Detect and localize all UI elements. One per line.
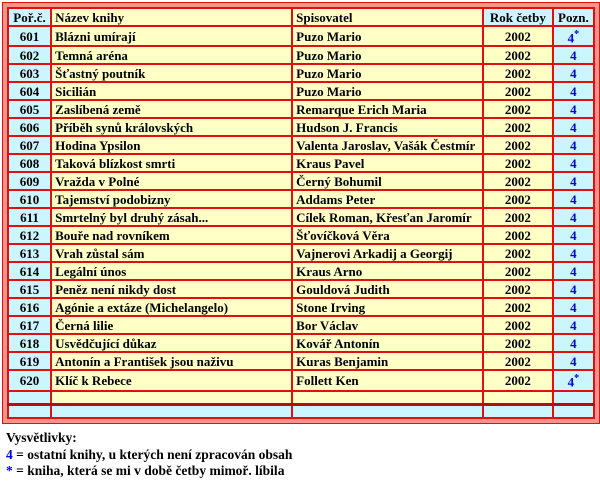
table-row: [8, 244, 594, 262]
cell-year: 2002: [483, 334, 553, 352]
cell-author: Kovář Antonín: [292, 334, 483, 352]
table-row: [8, 46, 594, 64]
cell-note: 4: [553, 334, 594, 352]
cell-title: Sicilián: [51, 82, 292, 100]
legend-text-star: = kniha, která se mi v době četby mimoř. líbila: [16, 463, 285, 478]
cell-note-empty: [553, 404, 594, 418]
cell-num: 611: [8, 208, 51, 226]
cell-author: Cílek Roman, Křesťan Jaromír: [292, 208, 483, 226]
cell-num: 605: [8, 100, 51, 118]
cell-year: 2002: [483, 190, 553, 208]
cell-year: 2002: [483, 244, 553, 262]
table-row: [8, 100, 594, 118]
header-book-title: Název knihy: [51, 8, 292, 26]
cell-title: Vražda v Polné: [51, 172, 292, 190]
cell-note: 4: [553, 118, 594, 136]
cell-note: 4: [553, 190, 594, 208]
cell-note: 4: [553, 100, 594, 118]
table-row: [8, 262, 594, 280]
cell-year: 2002: [483, 136, 553, 154]
cell-title: Blázni umírají: [51, 26, 292, 46]
cell-note: 4: [553, 226, 594, 244]
cell-note: 4: [553, 82, 594, 100]
legend-heading: Vysvětlivky:: [6, 430, 77, 445]
cell-year-empty: [483, 391, 553, 405]
empty-row-yellow: [8, 391, 594, 405]
cell-title: Klíč k Rebece: [51, 370, 292, 390]
cell-num: 612: [8, 226, 51, 244]
cell-year: 2002: [483, 154, 553, 172]
header-order-number: Poř.č.: [8, 8, 51, 26]
table-row: [8, 190, 594, 208]
cell-num: 616: [8, 298, 51, 316]
cell-num: 602: [8, 46, 51, 64]
cell-title-empty: [51, 391, 292, 405]
cell-num: 603: [8, 64, 51, 82]
cell-year: 2002: [483, 298, 553, 316]
cell-title: Smrtelný byl druhý zásah...: [51, 208, 292, 226]
cell-year: 2002: [483, 280, 553, 298]
cell-note: 4: [553, 244, 594, 262]
header-note: Pozn.: [553, 8, 594, 26]
cell-year: 2002: [483, 208, 553, 226]
cell-author: Stone Irving: [292, 298, 483, 316]
cell-num: 608: [8, 154, 51, 172]
cell-title: Příběh synů královských: [51, 118, 292, 136]
table-row: [8, 172, 594, 190]
books-table-frame: [2, 2, 600, 424]
cell-author: Kraus Pavel: [292, 154, 483, 172]
cell-author: Gouldová Judith: [292, 280, 483, 298]
table-row: [8, 280, 594, 298]
table-row: [8, 208, 594, 226]
cell-author: Kraus Arno: [292, 262, 483, 280]
cell-note: 4*: [553, 370, 594, 390]
cell-title-empty: [51, 404, 292, 418]
cell-year-empty: [483, 404, 553, 418]
cell-num: 601: [8, 26, 51, 46]
cell-title: Hodina Ypsilon: [51, 136, 292, 154]
cell-author: Šťovíčková Věra: [292, 226, 483, 244]
cell-year: 2002: [483, 64, 553, 82]
table-row: [8, 64, 594, 82]
cell-num-empty: [8, 391, 51, 405]
cell-title: Tajemství podobizny: [51, 190, 292, 208]
cell-title: Zaslíbená země: [51, 100, 292, 118]
cell-note: 4: [553, 154, 594, 172]
cell-author: Remarque Erich Maria: [292, 100, 483, 118]
legend-symbol-4: 4: [6, 447, 13, 462]
cell-num: 607: [8, 136, 51, 154]
cell-num: 609: [8, 172, 51, 190]
table-row: [8, 334, 594, 352]
cell-num-empty: [8, 404, 51, 418]
legend-item-star: [6, 463, 292, 479]
cell-note: 4: [553, 316, 594, 334]
table-row: [8, 316, 594, 334]
cell-title: Vrah zůstal sám: [51, 244, 292, 262]
cell-num: 618: [8, 334, 51, 352]
cell-title: Legální únos: [51, 262, 292, 280]
header-author: Spisovatel: [292, 8, 483, 26]
cell-title: Temná aréna: [51, 46, 292, 64]
cell-note: 4: [553, 298, 594, 316]
cell-note: 4: [553, 64, 594, 82]
table-row: [8, 26, 594, 46]
table-row: [8, 82, 594, 100]
cell-author: Puzo Mario: [292, 82, 483, 100]
cell-author: Follett Ken: [292, 370, 483, 390]
table-row: [8, 298, 594, 316]
cell-num: 613: [8, 244, 51, 262]
cell-year: 2002: [483, 26, 553, 46]
cell-author: Puzo Mario: [292, 46, 483, 64]
cell-num: 614: [8, 262, 51, 280]
cell-author-empty: [292, 391, 483, 405]
cell-note: 4: [553, 46, 594, 64]
cell-title: Antonín a František jsou naživu: [51, 352, 292, 370]
cell-title: Taková blízkost smrti: [51, 154, 292, 172]
cell-note: 4*: [553, 26, 594, 46]
legend-symbol-star: *: [6, 463, 13, 478]
table-row: [8, 154, 594, 172]
header-row: [8, 8, 594, 26]
cell-title: Peněz není nikdy dost: [51, 280, 292, 298]
cell-num: 606: [8, 118, 51, 136]
cell-author: Vajnerovi Arkadij a Georgij: [292, 244, 483, 262]
cell-author: Valenta Jaroslav, Vašák Čestmír: [292, 136, 483, 154]
cell-author-empty: [292, 404, 483, 418]
cell-note: 4: [553, 172, 594, 190]
cell-num: 610: [8, 190, 51, 208]
cell-author: Bor Václav: [292, 316, 483, 334]
cell-year: 2002: [483, 118, 553, 136]
cell-year: 2002: [483, 262, 553, 280]
header-reading-year: Rok četby: [483, 8, 553, 26]
table-body: [8, 26, 594, 418]
cell-title: Šťastný poutník: [51, 64, 292, 82]
cell-author: Černý Bohumil: [292, 172, 483, 190]
cell-year: 2002: [483, 226, 553, 244]
cell-author: Hudson J. Francis: [292, 118, 483, 136]
cell-num: 619: [8, 352, 51, 370]
legend-text-4: = ostatní knihy, u kterých není zpracován obsah: [16, 447, 293, 462]
cell-year: 2002: [483, 370, 553, 390]
cell-year: 2002: [483, 46, 553, 64]
cell-title: Agónie a extáze (Michelangelo): [51, 298, 292, 316]
table-row: [8, 226, 594, 244]
cell-note: 4: [553, 208, 594, 226]
books-table: [7, 7, 595, 419]
cell-author: Puzo Mario: [292, 26, 483, 46]
cell-note: 4: [553, 280, 594, 298]
table-row: [8, 118, 594, 136]
legend: [6, 430, 292, 479]
cell-num: 617: [8, 316, 51, 334]
table-row: [8, 370, 594, 390]
cell-num: 620: [8, 370, 51, 390]
cell-year: 2002: [483, 316, 553, 334]
cell-author: Kuras Benjamin: [292, 352, 483, 370]
cell-note-empty: [553, 391, 594, 405]
cell-year: 2002: [483, 100, 553, 118]
cell-note: 4: [553, 352, 594, 370]
cell-author: Addams Peter: [292, 190, 483, 208]
cell-year: 2002: [483, 82, 553, 100]
table-row: [8, 352, 594, 370]
cell-title: Usvědčující důkaz: [51, 334, 292, 352]
cell-num: 615: [8, 280, 51, 298]
cell-year: 2002: [483, 172, 553, 190]
table-row: [8, 136, 594, 154]
cell-title: Bouře nad rovníkem: [51, 226, 292, 244]
cell-note: 4: [553, 136, 594, 154]
cell-note: 4: [553, 262, 594, 280]
cell-title: Černá lilie: [51, 316, 292, 334]
empty-row-blue: [8, 404, 594, 418]
legend-item-4: [6, 447, 292, 463]
cell-year: 2002: [483, 352, 553, 370]
cell-num: 604: [8, 82, 51, 100]
cell-author: Puzo Mario: [292, 64, 483, 82]
